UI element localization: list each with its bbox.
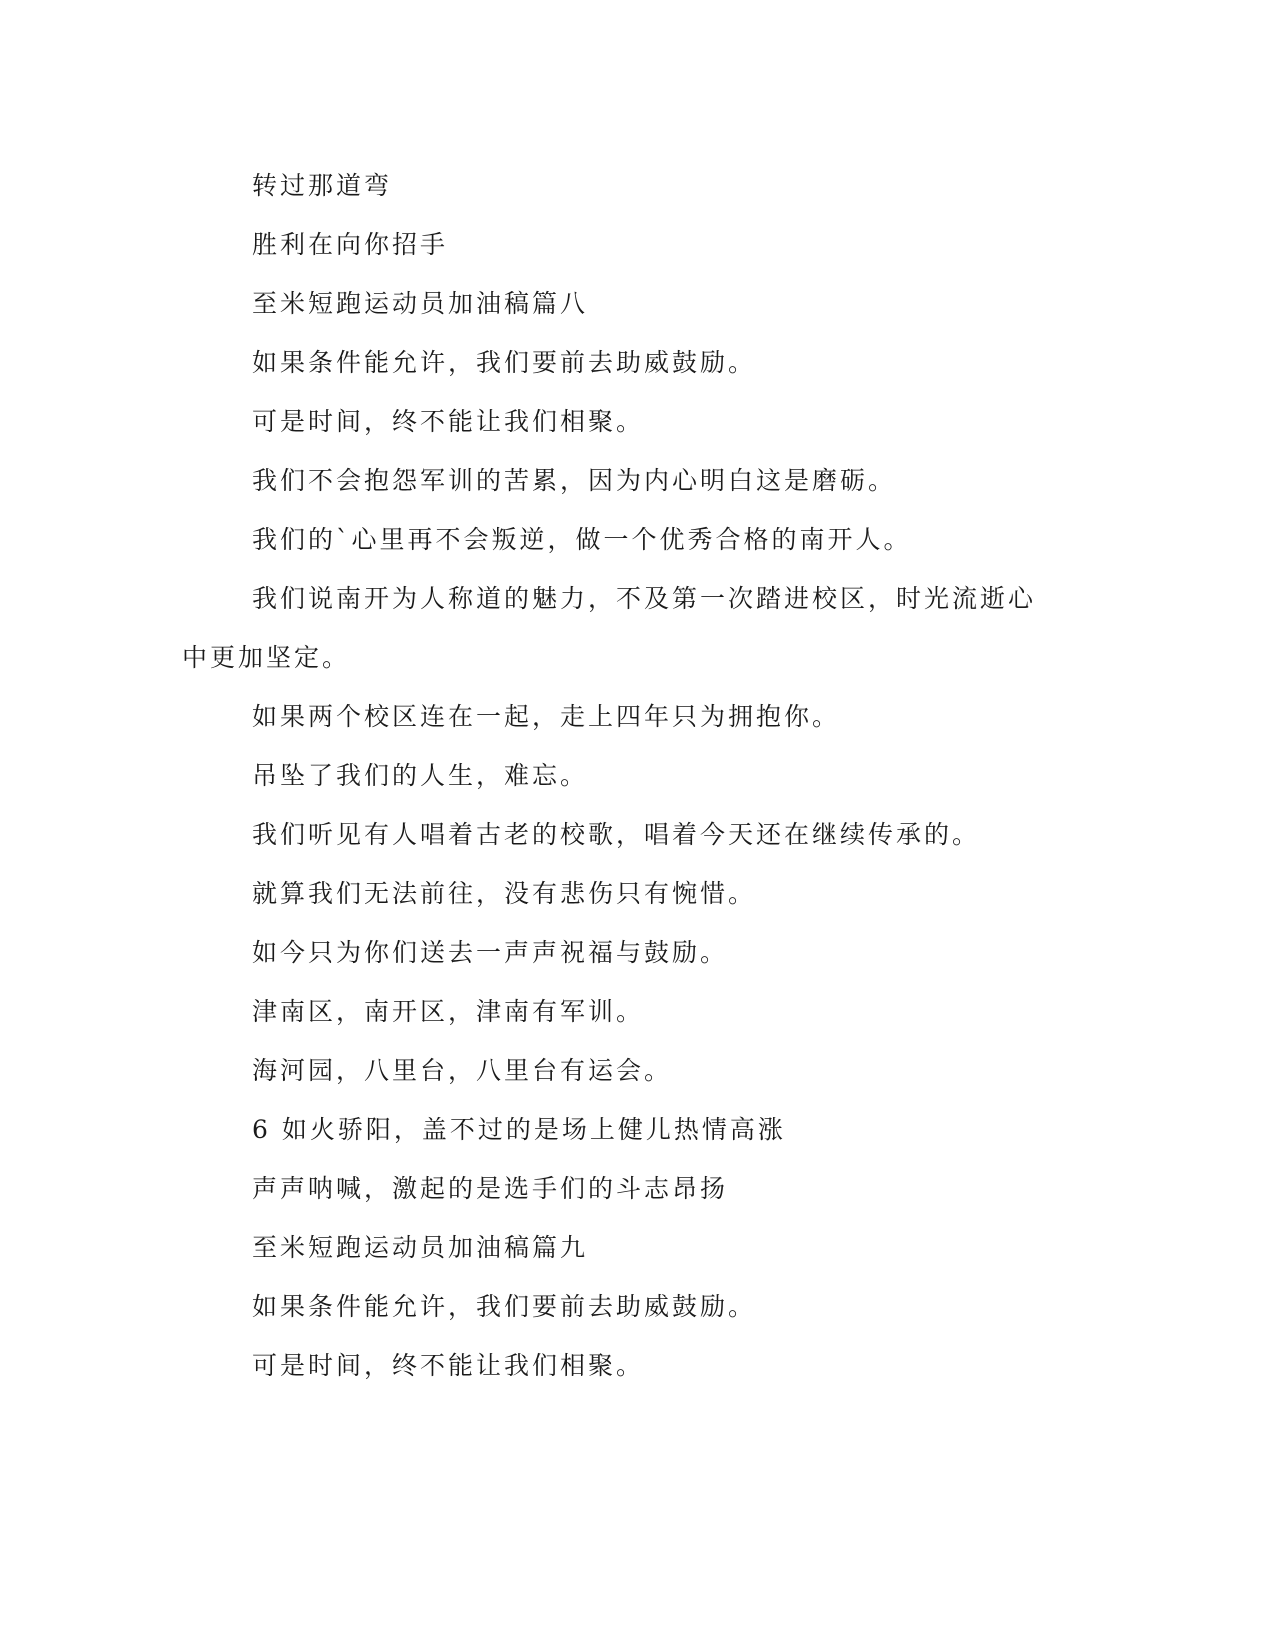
paragraph: 转过那道弯 [252,171,393,200]
paragraph: 吊坠了我们的人生，难忘。 [252,761,589,790]
paragraph: 6 如火骄阳，盖不过的是场上健儿热情高涨 [252,1115,786,1144]
paragraph: 我们不会抱怨军训的苦累，因为内心明白这是磨砺。 [252,466,897,495]
paragraph: 海河园，八里台，八里台有运会。 [252,1056,673,1085]
paragraph: 我们说南开为人称道的魅力，不及第一次踏进校区，时光流逝心中更加坚定。 [182,584,1037,672]
paragraph: 如果条件能允许，我们要前去助威鼓励。 [252,1292,757,1321]
paragraph: 可是时间，终不能让我们相聚。 [252,407,645,436]
paragraph: 声声呐喊，激起的是选手们的斗志昂扬 [252,1174,729,1203]
document-body [182,156,1042,1395]
section-heading: 至米短跑运动员加油稿篇八 [252,289,589,318]
paragraph: 如果两个校区连在一起，走上四年只为拥抱你。 [252,702,841,731]
paragraph: 可是时间，终不能让我们相聚。 [252,1351,645,1380]
paragraph: 我们听见有人唱着古老的校歌，唱着今天还在继续传承的。 [252,820,981,849]
paragraph: 就算我们无法前往，没有悲伤只有惋惜。 [252,879,757,908]
paragraph: 胜利在向你招手 [252,230,449,259]
paragraph: 如今只为你们送去一声声祝福与鼓励。 [252,938,729,967]
paragraph: 如果条件能允许，我们要前去助威鼓励。 [252,348,757,377]
section-heading: 至米短跑运动员加油稿篇九 [252,1233,589,1262]
paragraph: 津南区，南开区，津南有军训。 [252,997,645,1026]
paragraph: 我们的`心里再不会叛逆，做一个优秀合格的南开人。 [252,525,912,554]
